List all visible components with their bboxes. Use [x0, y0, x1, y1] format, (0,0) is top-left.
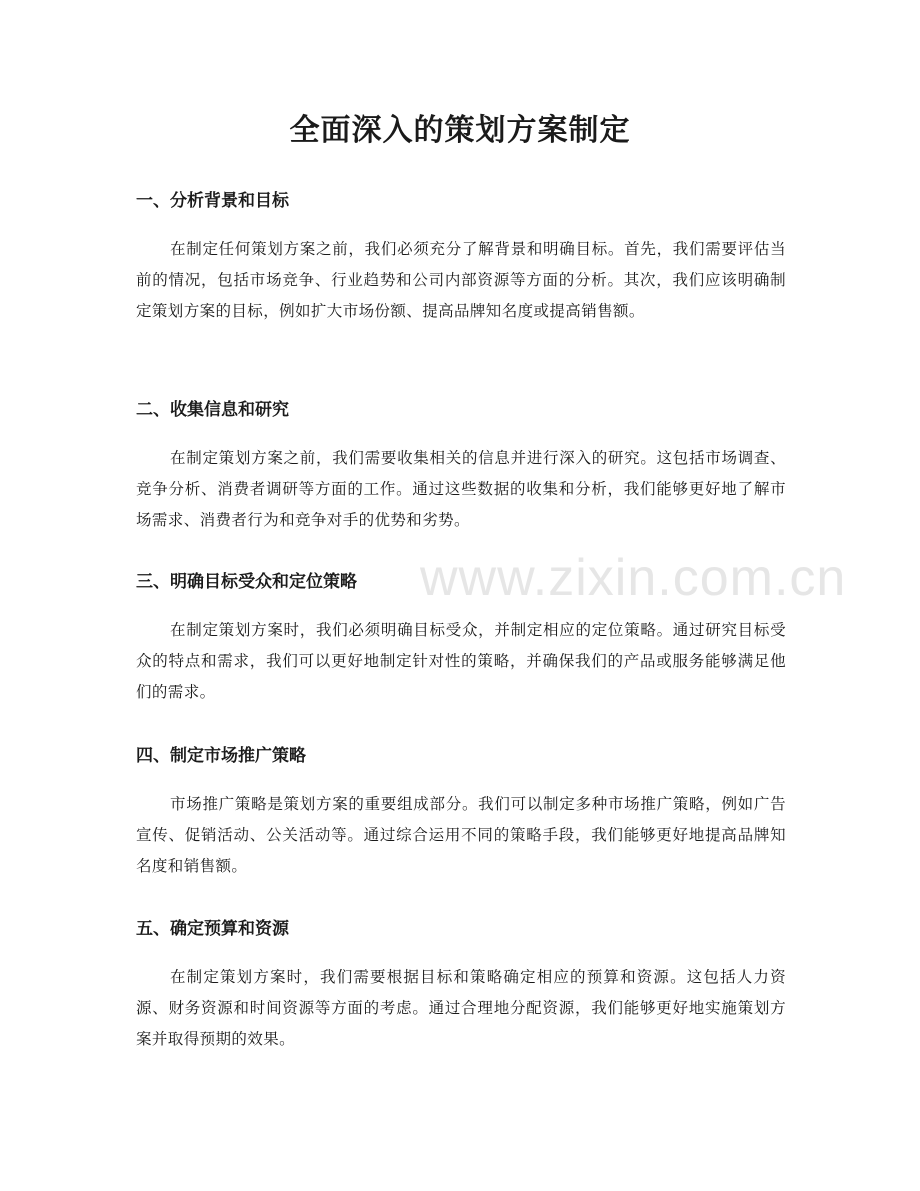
section-heading: 三、明确目标受众和定位策略 — [136, 572, 357, 592]
section-paragraph: 在制定任何策划方案之前，我们必须充分了解背景和明确目标。首先，我们需要评估当前的情况，包括市场竞争、行业趋势和公司内部资源等方面的分析。其次，我们应该明确制定策划方案的目标，例如扩大市场份额、提高品牌知名度或提高销售额。 — [136, 240, 786, 320]
section-audience-positioning — [136, 567, 786, 708]
section-heading: 二、收集信息和研究 — [136, 400, 289, 420]
section-paragraph: 在制定策划方案时，我们需要根据目标和策略确定相应的预算和资源。这包括人力资源、财务资源和时间资源等方面的考虑。通过合理地分配资源，我们能够更好地实施策划方案并取得预期的效果。 — [136, 968, 786, 1048]
section-information-research — [136, 395, 786, 536]
section-heading: 四、制定市场推广策略 — [136, 746, 306, 766]
page-title: 全面深入的策划方案制定 — [289, 113, 631, 148]
section-heading: 五、确定预算和资源 — [136, 919, 289, 939]
section-heading: 一、分析背景和目标 — [136, 191, 289, 211]
section-paragraph: 在制定策划方案时，我们必须明确目标受众，并制定相应的定位策略。通过研究目标受众的特点和需求，我们可以更好地制定针对性的策略，并确保我们的产品或服务能够满足他们的需求。 — [136, 621, 786, 701]
section-marketing-strategy — [136, 741, 786, 882]
watermark: www.zixin.com.cn — [420, 549, 847, 607]
section-background-goals — [136, 186, 786, 327]
section-paragraph: 在制定策划方案之前，我们需要收集相关的信息并进行深入的研究。这包括市场调查、竞争分析、消费者调研等方面的工作。通过这些数据的收集和分析，我们能够更好地了解市场需求、消费者行为和竞争对手的优势和劣势。 — [136, 449, 786, 529]
section-paragraph: 市场推广策略是策划方案的重要组成部分。我们可以制定多种市场推广策略，例如广告宣传、促销活动、公关活动等。通过综合运用不同的策略手段，我们能够更好地提高品牌知名度和销售额。 — [136, 795, 786, 875]
section-budget-resources — [136, 914, 786, 1055]
